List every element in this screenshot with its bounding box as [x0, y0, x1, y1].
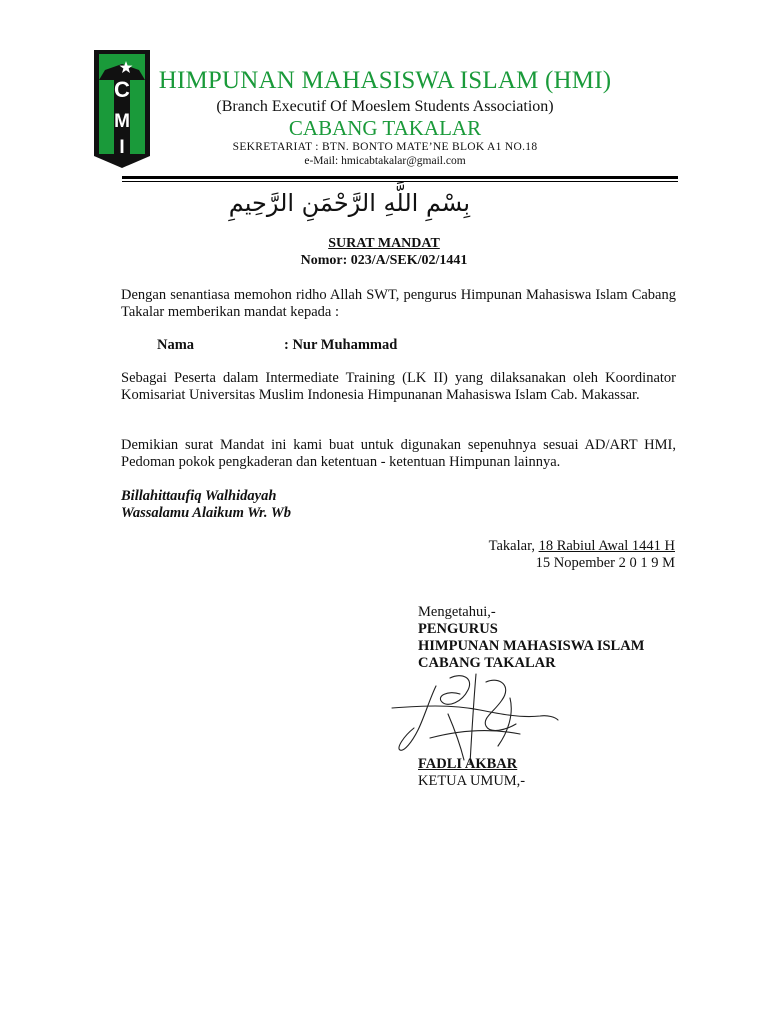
date-hijri: 18 Rabiul Awal 1441 H [538, 538, 675, 554]
organization-subtitle: (Branch Executif Of Moeslem Students Association) [216, 98, 554, 115]
closing-salutation-1: Billahittaufiq Walhidayah [121, 488, 277, 504]
name-label: Nama [157, 337, 195, 353]
date-place: Takalar, [488, 538, 535, 554]
svg-text:M: M [114, 111, 130, 132]
closing-paragraph: Demikian surat Mandat ini kami buat untuk digunakan sepenuhnya sesuai AD/ART HMI, Pedoman pokok pengkaderan dan ketentuan - ketentuan Himpunan lainnya. [121, 437, 676, 470]
signatory-org-line-1: PENGURUS [418, 621, 498, 637]
contact-email: e-Mail: hmicabtakalar@gmail.com [304, 155, 466, 167]
opening-paragraph: Dengan senantiasa memohon ridho Allah SWT, pengurus Himpunan Mahasiswa Islam Cabang Takalar memberikan mandat kepada : [121, 287, 676, 320]
branch-name: CABANG TAKALAR [288, 116, 482, 140]
bismillah-calligraphy: بِسْمِ اللَّهِ الرَّحْمَنِ الرَّحِيمِ [228, 189, 470, 217]
signer-name: FADLI AKBAR [418, 756, 518, 772]
date-hijri-line [489, 538, 675, 555]
signatory-org-line-2: HIMPUNAN MAHASISWA ISLAM [418, 638, 645, 654]
signer-title: KETUA UMUM,- [418, 773, 526, 789]
date-masehi: 15 Nopember 2 0 1 9 M [535, 555, 675, 571]
hmi-logo-icon [94, 50, 150, 168]
svg-text:C: C [114, 77, 130, 102]
closing-salutation-2: Wassalamu Alaikum Wr. Wb [121, 505, 292, 521]
signatory-org-line-3: CABANG TAKALAR [418, 655, 556, 671]
secretariat-address: SEKRETARIAT : BTN. BONTO MATE’NE BLOK A1 NO.18 [232, 141, 538, 153]
header-divider-thick [122, 176, 678, 179]
letter-title: SURAT MANDAT [328, 236, 440, 251]
acknowledged-label: Mengetahui,- [418, 604, 496, 620]
organization-title: HIMPUNAN MAHASISWA ISLAM (HMI) [158, 67, 612, 94]
svg-text:I: I [119, 137, 125, 158]
purpose-paragraph: Sebagai Peserta dalam Intermediate Training (LK II) yang dilaksanakan oleh Koordinator Komisariat Universitas Muslim Indonesia Himpunanan Mahasiswa Islam Cab. Makassar. [121, 370, 676, 403]
letter-number: Nomor: 023/A/SEK/02/1441 [300, 253, 468, 268]
name-value: : Nur Muhammad [284, 337, 398, 353]
